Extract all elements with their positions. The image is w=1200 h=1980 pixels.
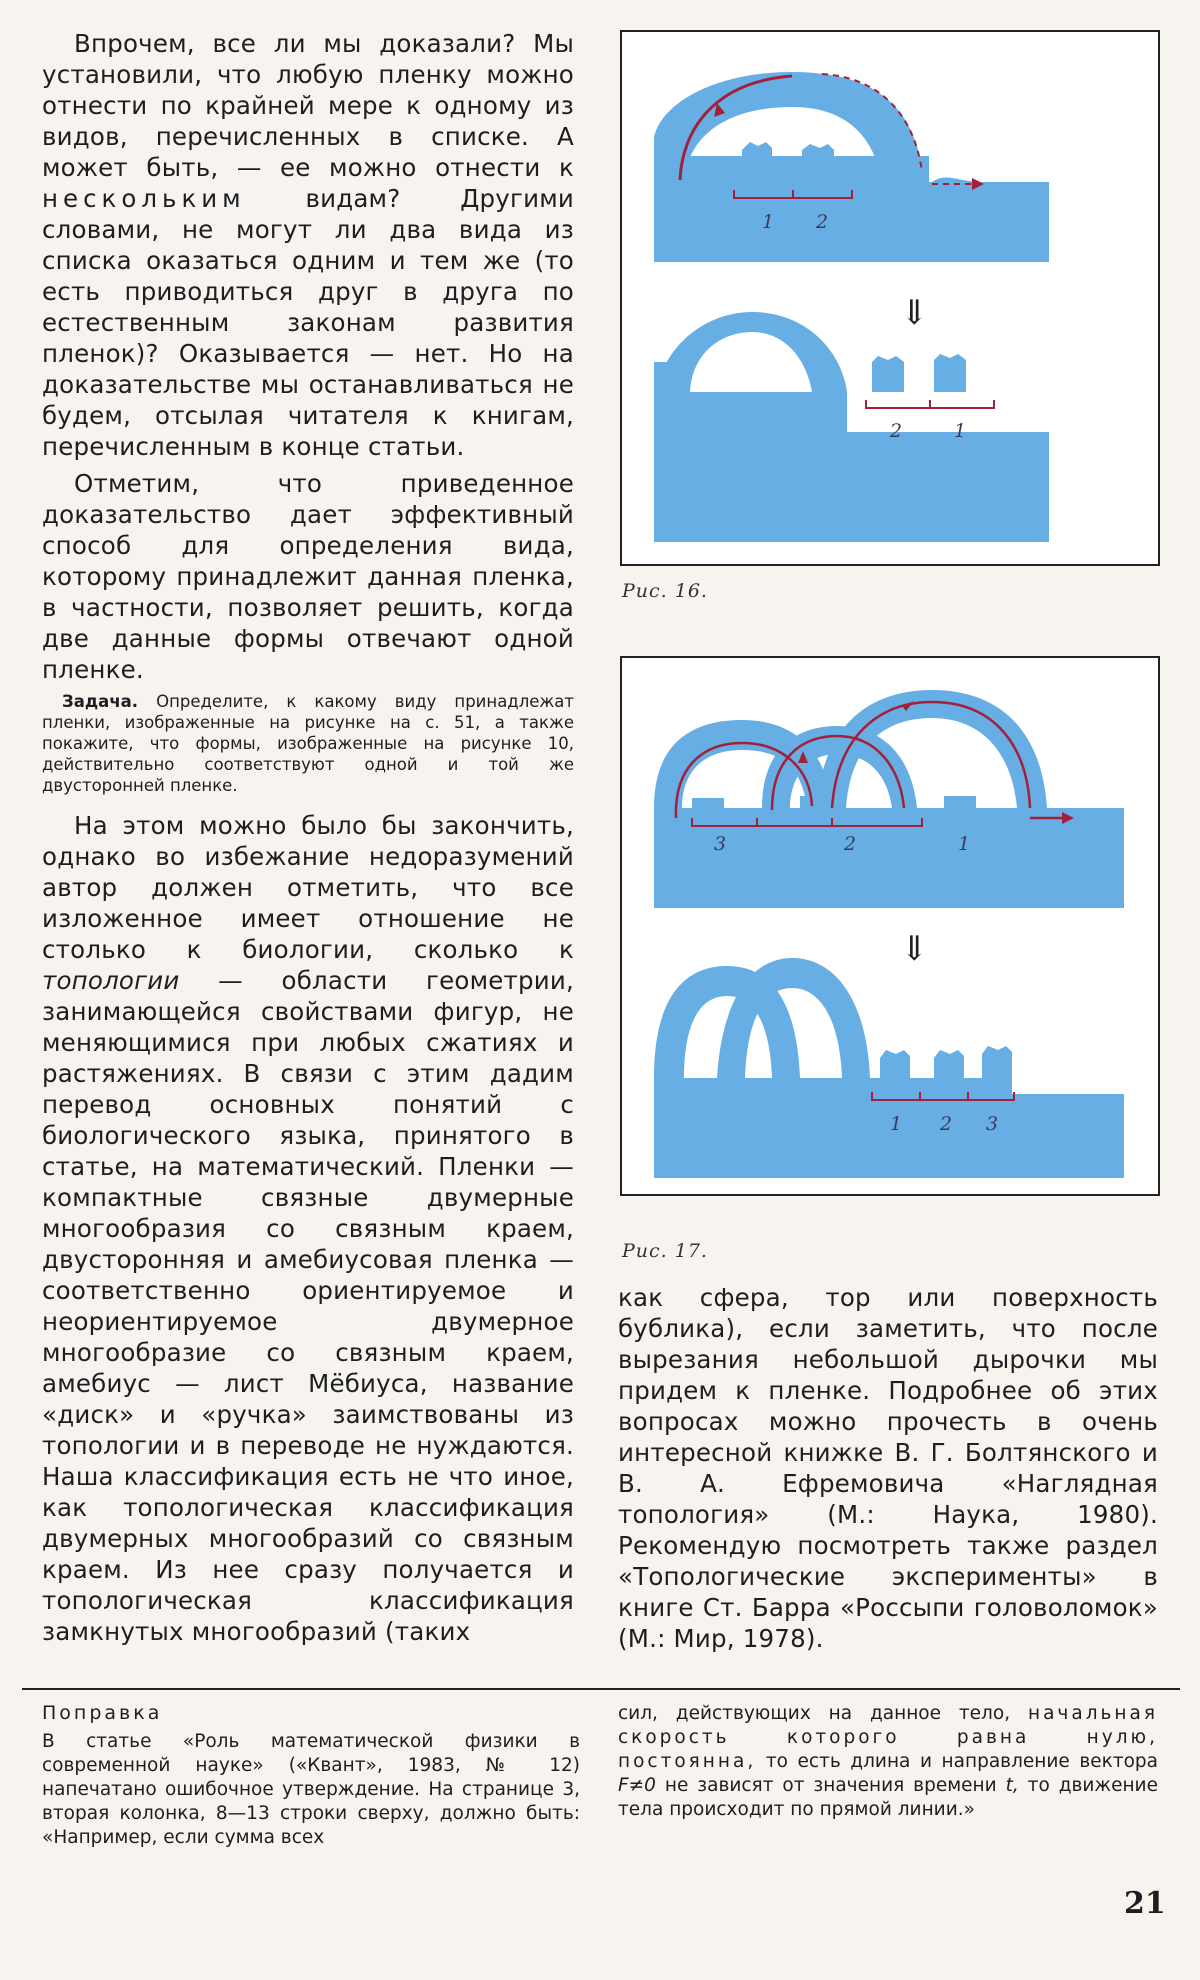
paragraph-3: На этом можно было бы закончить, однако во избежание недоразумений автор должен отметить, что все изложенное имеет отношение не столько к биологии, сколько к топологии — области геометрии, занимающейся свойствами фигур, не меняющимися при любых сжатиях и растяжениях. В связи с этим дадим перевод основных понятий с биологического языка, принятого в статье, на математический. Пленки — компактные связные двумерные многообразия со связным краем, двусторонняя и амебиусовая пленка — соответственно ориентируемое и неориентируемое двумерное многообразие со связным краем, амебиус — лист Мёбиуса, название «диск» и «ручка» заимствованы из топологии и в переводе не нуждаются. Наша классификация есть не что иное, как топологическая классификация двумерных многообразий со связным краем. Из нее сразу получается и топологическая классификация замкнутых многообразий (таких	[42, 811, 574, 1646]
right-column	[618, 1282, 1158, 1660]
time-variable: t,	[1005, 1775, 1019, 1796]
figure-16-drawing	[622, 32, 1158, 564]
paragraph-2: Отметим, что приведенное доказательство дает эффективный способ для определения вида, которому принадлежит данная пленка, в частности, позволяет решить, когда две данные формы отвечают одной пленке.	[42, 469, 574, 684]
vector-expression: F≠0	[618, 1775, 656, 1796]
correction-title: Поправка	[42, 1702, 163, 1724]
fig17-label-top-3: 3	[714, 833, 727, 855]
figure-16	[620, 30, 1160, 566]
fig16-notch-1	[742, 142, 772, 184]
correction-left	[42, 1702, 580, 1850]
fig16-label-top-2: 2	[816, 211, 829, 233]
fig17-label-top-1: 1	[958, 833, 971, 855]
paragraph-1: Впрочем, все ли мы доказали? Мы установили, что любую пленку можно отнести по крайней мере к одному из видов, перечисленных в списке. А может быть, — ее можно отнести к нескольким видам? Другими словами, не могут ли два вида из списка оказаться одним и тем же (то есть приводиться друг в друга по естественным законам развития пленок)? Оказывается — нет. Но на доказательстве мы останавливаться не будем, отсылая читателя к книгам, перечисленным в конце статьи.	[42, 29, 574, 461]
divider	[22, 1688, 1180, 1690]
fig16-label-bottom-2: 1	[954, 420, 967, 442]
fig16-down-arrow: ⇓	[900, 293, 929, 333]
figure-17-caption: Рис. 17.	[622, 1240, 708, 1262]
fig17-top-arc-right	[817, 690, 1047, 808]
figure-17	[620, 656, 1160, 1196]
fig17-label-top-2: 2	[844, 833, 857, 855]
fig17-label-bottom-1: 1	[890, 1113, 903, 1135]
task-block: Задача. Определите, к какому виду принадлежат пленки, изображенные на рисунке на с. 51, а также покажите, что формы, изображенные на рисунке 10, действительно соответствуют одной и той же двусторонней пленке.	[42, 692, 574, 795]
paragraph-continuation: как сфера, тор или поверхность бублика), если заметить, что после вырезания небольшой дырочки мы придем к пленке. Подробнее об этих вопросах можно прочесть в очень интересной книжке В. Г. Болтянского и В. А. Ефремовича «Наглядная топология» (М.: Наука, 1980). Рекомендую посмотреть также раздел «Топологические эксперименты» в книге Ст. Барра «Россыпи головоломок» (М.: Мир, 1978).	[618, 1283, 1158, 1653]
fig16-label-bottom-1: 2	[890, 420, 903, 442]
fig17-label-bottom-2: 2	[940, 1113, 953, 1135]
fig17-down-arrow: ⇓	[900, 929, 929, 969]
figure-16-caption: Рис. 16.	[622, 580, 708, 602]
correction-right	[618, 1702, 1158, 1822]
fig17-top-strip	[654, 808, 1124, 908]
correction-text-left: В статье «Роль математической физики в современной науке» («Квант», 1983, № 12) напечатано ошибочное утверждение. На странице 3, вторая колонка, 8—13 строки сверху, должно быть: «Например, если сумма всех	[42, 1731, 580, 1848]
correction-text-right: сил, действующих на данное тело, начальная скорость которого равна нулю, постоянна, то есть длина и направление вектора F≠0 не зависят от значения времени t, то движение тела происходит по прямой линии.»	[618, 1703, 1158, 1820]
left-column	[42, 28, 574, 1653]
fig17-label-bottom-3: 3	[986, 1113, 999, 1135]
page-number: 21	[1124, 1886, 1166, 1921]
fig16-notch-2	[802, 144, 834, 186]
fig16-label-top-1: 1	[762, 211, 775, 233]
figure-17-drawing	[622, 658, 1158, 1194]
